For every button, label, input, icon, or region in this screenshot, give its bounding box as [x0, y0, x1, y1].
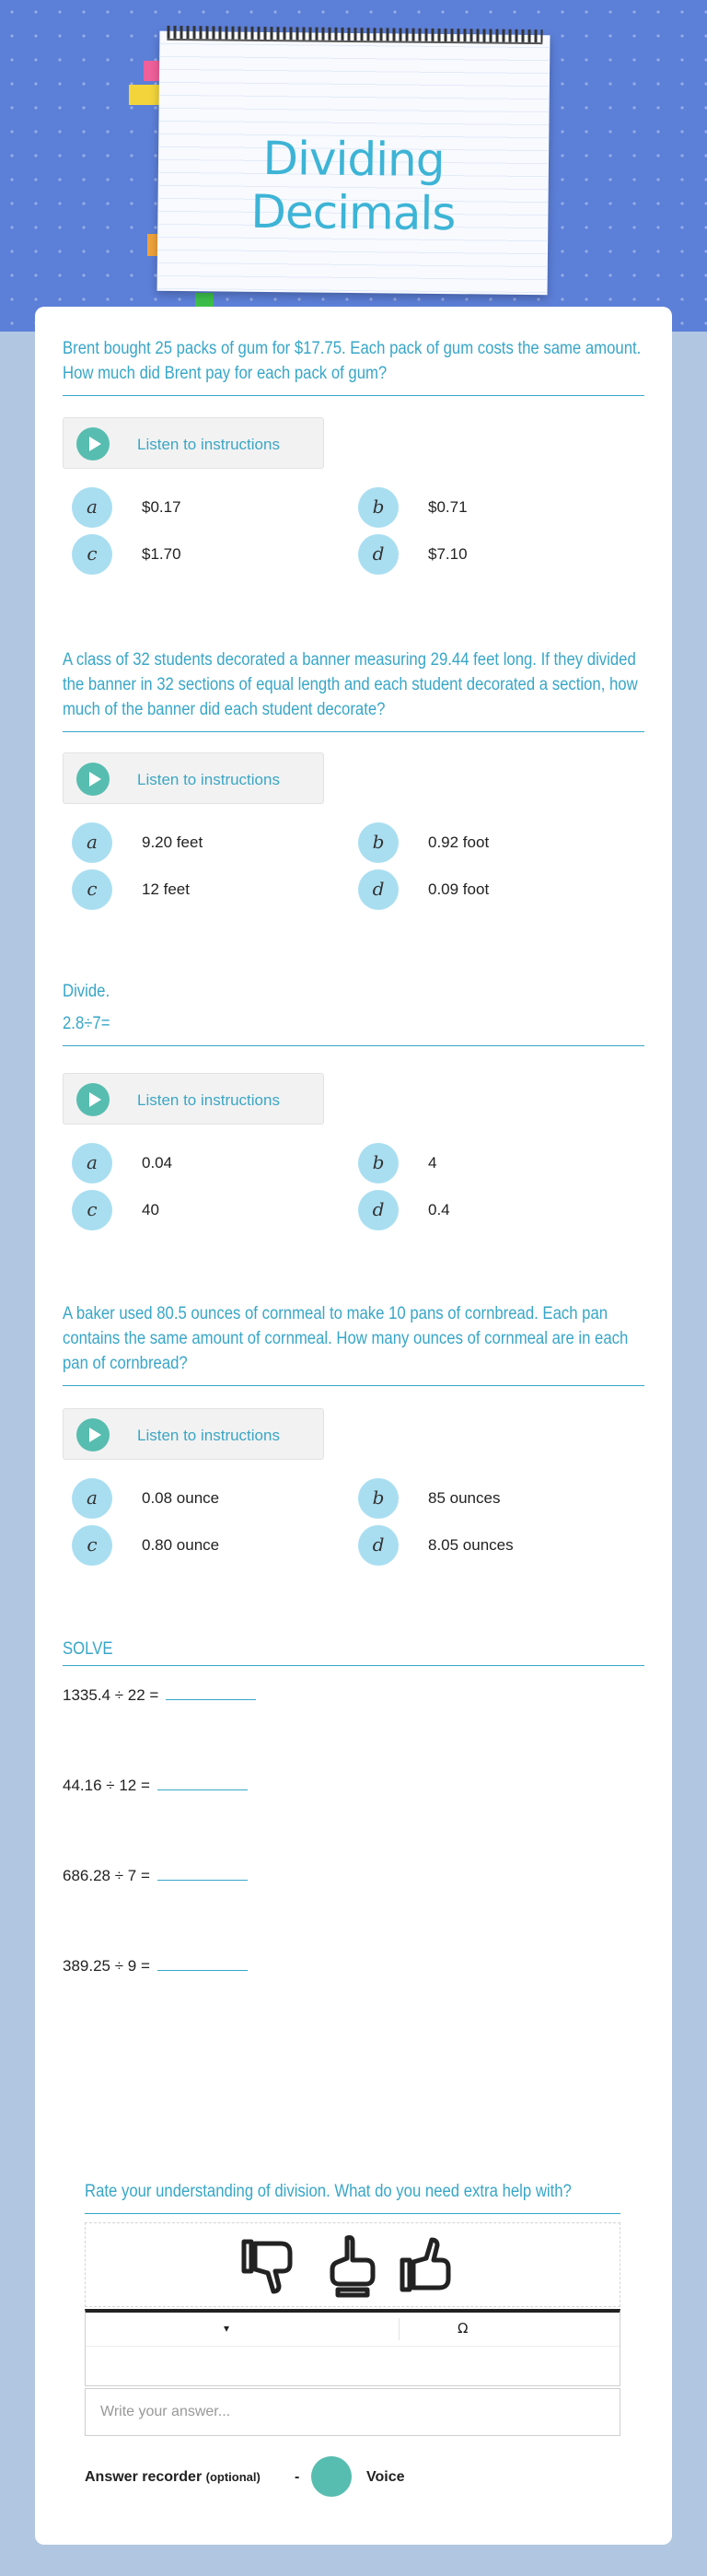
option-letter: c	[72, 534, 112, 575]
rating-prompt: Rate your understanding of division. What do you need extra help with?	[85, 2182, 572, 2201]
option-letter: a	[72, 822, 112, 863]
solve-problem	[63, 1953, 248, 1976]
answer-option-c[interactable]	[72, 1190, 311, 1230]
toolbar-divider	[399, 2318, 400, 2340]
answer-option-d[interactable]	[358, 534, 597, 575]
option-text: 0.4	[428, 1201, 450, 1218]
answer-recorder	[85, 2456, 637, 2499]
editor-toolbar	[86, 2313, 620, 2347]
option-letter: b	[358, 1143, 399, 1183]
option-text: 8.05 ounces	[428, 1536, 514, 1554]
problem-text: 44.16 ÷ 12 =	[63, 1777, 150, 1794]
listen-label: Listen to instructions	[137, 771, 280, 788]
option-letter: d	[358, 534, 399, 575]
answer-option-d[interactable]	[358, 1190, 597, 1230]
option-text: 0.09 foot	[428, 880, 490, 898]
answer-option-b[interactable]	[358, 822, 597, 863]
worksheet-card	[35, 307, 672, 2545]
option-text: 9.20 feet	[142, 833, 203, 851]
answer-option-c[interactable]	[72, 869, 311, 910]
problem-text: 1335.4 ÷ 22 =	[63, 1686, 159, 1704]
rich-text-editor[interactable]	[85, 2309, 620, 2386]
notepad-spiral	[167, 26, 542, 44]
question-3	[63, 979, 644, 1046]
answer-blank[interactable]	[157, 1773, 248, 1790]
listen-label: Listen to instructions	[137, 1427, 280, 1444]
option-letter: a	[72, 487, 112, 528]
question-divider	[63, 395, 644, 396]
option-letter: c	[72, 1190, 112, 1230]
solve-heading: SOLVE	[63, 1639, 113, 1659]
option-text: 12 feet	[142, 880, 190, 898]
font-dropdown-caret-icon[interactable]: ▾	[224, 2322, 230, 2335]
rating-divider	[85, 2213, 620, 2214]
special-character-icon[interactable]: Ω	[458, 2320, 469, 2337]
answer-option-c[interactable]	[72, 1525, 311, 1566]
answer-input[interactable]	[85, 2388, 620, 2436]
question-text: A class of 32 students decorated a banner measuring 29.44 feet long. If they divided the banner in 32 sections of equal length and each student decorated a section, how much of the banner did each student decorate?	[63, 650, 638, 719]
answer-option-b[interactable]	[358, 1143, 597, 1183]
solve-divider	[63, 1665, 644, 1666]
question-text: Brent bought 25 packs of gum for $17.75. Each pack of gum costs the same amount. How much did Brent pay for each pack of gum?	[63, 339, 642, 383]
listen-button[interactable]	[63, 1073, 324, 1125]
option-letter: d	[358, 1525, 399, 1566]
answer-option-c[interactable]	[72, 534, 311, 575]
option-letter: b	[358, 487, 399, 528]
option-letter: d	[358, 869, 399, 910]
option-letter: b	[358, 822, 399, 863]
listen-label: Listen to instructions	[137, 436, 280, 453]
question-text: A baker used 80.5 ounces of cornmeal to make 10 pans of cornbread. Each pan contains the same amount of cornmeal. How many ounces of cornmeal are in each pan of cornbread?	[63, 1304, 629, 1373]
play-icon	[76, 1418, 110, 1451]
problem-text: 686.28 ÷ 7 =	[63, 1867, 150, 1884]
answer-blank[interactable]	[157, 1953, 248, 1971]
recorder-voice-label: Voice	[366, 2469, 405, 2485]
option-text: 4	[428, 1154, 437, 1171]
thumb-sideways-icon[interactable]	[323, 2232, 382, 2299]
play-icon	[76, 1083, 110, 1116]
option-text: 0.08 ounce	[142, 1489, 220, 1507]
record-voice-button[interactable]	[311, 2456, 352, 2497]
question-divider	[63, 1385, 644, 1386]
answer-option-b[interactable]	[358, 1478, 597, 1519]
solve-problem	[63, 1773, 248, 1795]
option-letter: a	[72, 1143, 112, 1183]
problem-text: 389.25 ÷ 9 =	[63, 1957, 150, 1975]
option-text: 85 ounces	[428, 1489, 501, 1507]
option-letter: c	[72, 869, 112, 910]
option-letter: d	[358, 1190, 399, 1230]
answer-blank[interactable]	[166, 1683, 256, 1700]
listen-button[interactable]	[63, 417, 324, 469]
recorder-dash: -	[295, 2469, 300, 2485]
option-letter: a	[72, 1478, 112, 1519]
option-text: $7.10	[428, 545, 468, 563]
question-text: Divide.	[63, 982, 110, 1001]
play-icon	[76, 763, 110, 796]
recorder-label	[85, 2469, 261, 2486]
solve-section	[63, 1637, 644, 1666]
notepad-tab	[129, 85, 160, 105]
option-letter: c	[72, 1525, 112, 1566]
thumbs-up-icon[interactable]	[399, 2232, 458, 2299]
answer-option-d[interactable]	[358, 869, 597, 910]
option-text: 0.80 ounce	[142, 1536, 220, 1554]
solve-problem	[63, 1863, 248, 1885]
listen-label: Listen to instructions	[137, 1091, 280, 1109]
question-divider	[63, 1045, 644, 1046]
option-text: 40	[142, 1201, 159, 1218]
thumbs-down-icon[interactable]	[240, 2232, 299, 2299]
page-title: Dividing Decimals	[250, 131, 456, 241]
recorder-label-text: Answer recorder	[85, 2469, 203, 2485]
rating-icons-box	[85, 2222, 620, 2307]
answer-option-b[interactable]	[358, 487, 597, 528]
question-4	[63, 1301, 644, 1386]
answer-blank[interactable]	[157, 1863, 248, 1881]
question-1	[63, 336, 644, 396]
option-text: $0.17	[142, 498, 181, 516]
listen-button[interactable]	[63, 1408, 324, 1460]
option-text: 0.04	[142, 1154, 173, 1171]
option-text: $1.70	[142, 545, 181, 563]
answer-option-d[interactable]	[358, 1525, 597, 1566]
answer-option-a[interactable]	[72, 1478, 311, 1519]
question-divider	[63, 731, 644, 732]
answer-option-a[interactable]	[72, 822, 311, 863]
option-text: 0.92 foot	[428, 833, 490, 851]
play-icon	[76, 427, 110, 460]
option-letter: b	[358, 1478, 399, 1519]
answer-option-a[interactable]	[72, 1143, 311, 1183]
recorder-optional: (optional)	[205, 2470, 261, 2484]
question-expression: 2.8÷7=	[63, 1014, 110, 1033]
listen-button[interactable]	[63, 752, 324, 804]
solve-problem	[63, 1683, 256, 1705]
question-2	[63, 647, 644, 732]
answer-option-a[interactable]	[72, 487, 311, 528]
notepad-image	[157, 31, 551, 295]
option-text: $0.71	[428, 498, 468, 516]
